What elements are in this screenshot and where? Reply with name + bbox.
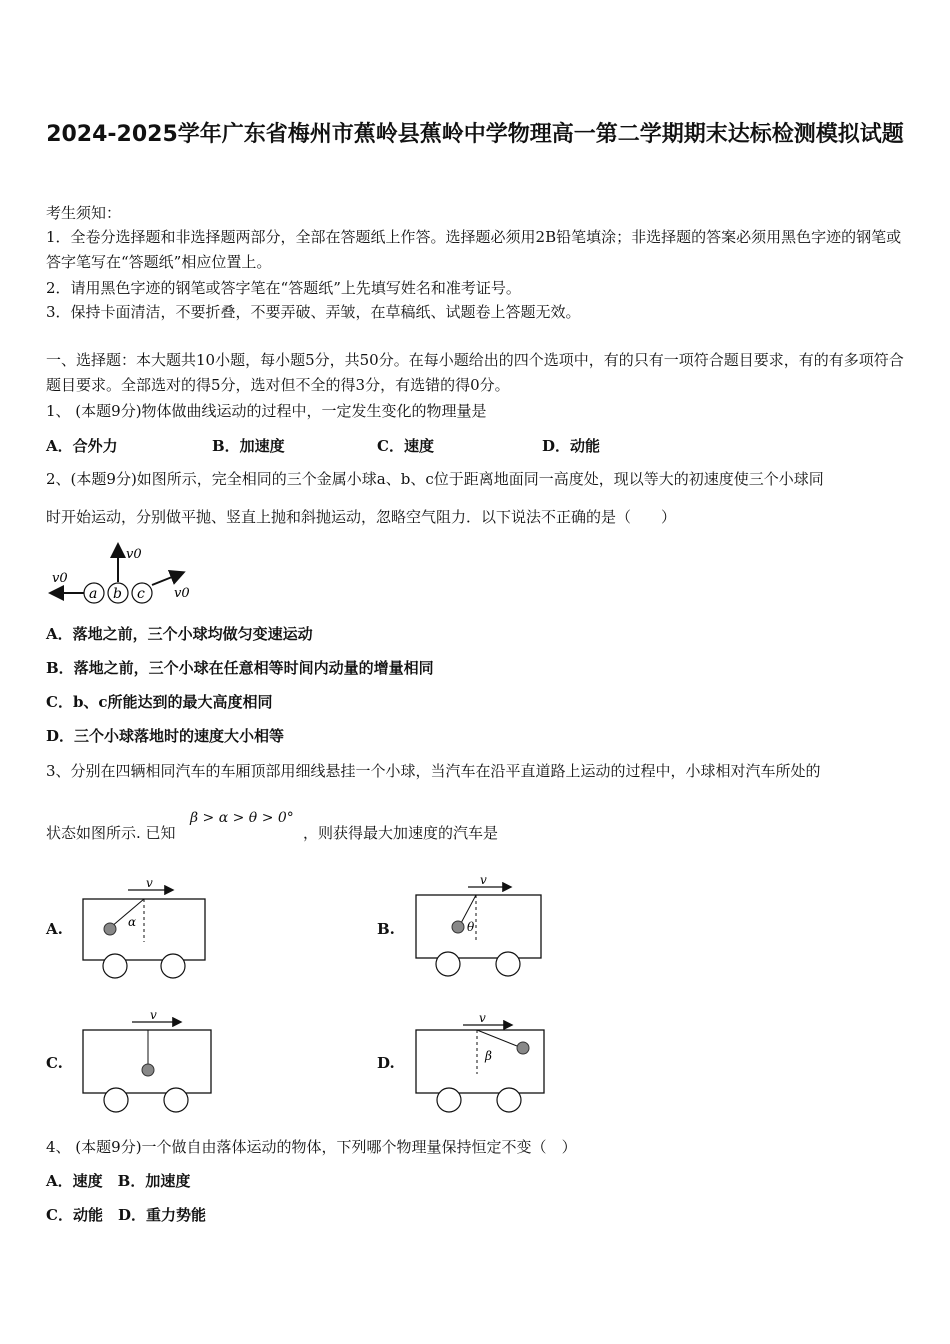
q3-car-a[interactable] [80,876,210,980]
ball-b-label: b [113,586,122,602]
svg-text:v: v [146,876,153,890]
svg-text:v: v [479,1011,486,1025]
q2-option-d[interactable]: D．三个小球落地时的速度大小相等 [46,727,285,745]
svg-text:θ: θ [467,920,475,934]
q3-option-d-label[interactable]: D. [377,1054,395,1072]
svg-text:v: v [150,1008,157,1022]
notice-item-2: 2．请用黑色字迹的钢笔或答字笔在“答题纸”上先填写姓名和准考证号。 [46,279,521,297]
q3-option-a-label[interactable]: A. [46,920,63,938]
q2-option-c[interactable]: C．b、c所能达到的最大高度相同 [46,693,273,711]
q1-stem: 1、 (本题9分)物体做曲线运动的过程中，一定发生变化的物理量是 [46,402,487,420]
q3-formula: β > α > θ > 0° [190,810,294,826]
v0-left-label: v0 [52,571,68,586]
q3-car-d[interactable] [413,1008,547,1116]
q3-option-b-label[interactable]: B. [377,920,395,938]
velocity-oblique-arrow [152,573,182,585]
q1-option-a[interactable]: A．合外力 [46,437,118,455]
q4-options-row-1[interactable]: A．速度 B．加速度 [46,1172,191,1190]
page-title: 2024-2025学年广东省梅州市蕉岭县蕉岭中学物理高一第二学期期末达标检测模拟试题 [46,122,904,147]
notice-item-3: 3．保持卡面清洁，不要折叠，不要弄破、弄皱，在草稿纸、试题卷上答题无效。 [46,303,581,321]
q4-options-row-2[interactable]: C．动能 D．重力势能 [46,1206,206,1224]
q2-balls-figure [46,540,206,610]
q3-car-c[interactable] [80,1008,214,1116]
notice-heading: 考生须知： [46,204,122,222]
q3-car-b[interactable] [413,874,545,980]
v0-oblique-label: v0 [174,586,190,601]
section-1-instructions: 一、选择题：本大题共10小题，每小题5分，共50分。在每小题给出的四个选项中，有的只有一项符合题目要求，有的有多项符合题目要求。全部选对的得5分，选对但不全的得3分，有选错的得0分。 [46,351,904,394]
q3-stem-line-1: 3、分别在四辆相同汽车的车厢顶部用细线悬挂一个小球，当汽车在沿平直道路上运动的过程中，小球相对汽车所处的 [46,762,821,780]
q1-option-d[interactable]: D．动能 [542,437,601,455]
q2-option-a[interactable]: A．落地之前，三个小球均做匀变速运动 [46,625,313,643]
q1-option-c[interactable]: C．速度 [377,437,434,455]
q2-option-b[interactable]: B．落地之前，三个小球在任意相等时间内动量的增量相同 [46,659,434,677]
svg-text:v: v [480,874,487,887]
svg-text:α: α [128,915,137,929]
ball-a-label: a [89,586,98,602]
v0-up-label: v0 [126,547,142,562]
q4-stem: 4、 (本题9分)一个做自由落体运动的物体，下列哪个物理量保持恒定不变（ ） [46,1138,577,1156]
q1-option-b[interactable]: B．加速度 [212,437,285,455]
q2-stem-line-1: 2、(本题9分)如图所示，完全相同的三个金属小球a、b、c位于距离地面同一高度处，现以等大的初速度使三个小球同 [46,470,824,488]
q2-stem-line-2: 时开始运动，分别做平抛、竖直上抛和斜抛运动，忽略空气阻力．以下说法不正确的是（ ） [46,508,677,526]
q3-option-c-label[interactable]: C. [46,1054,63,1072]
notice-item-1: 1．全卷分选择题和非选择题两部分，全部在答题纸上作答。选择题必须用2B铅笔填涂；非选择题的答案必须用黑色字迹的钢笔或答字笔写在“答题纸”相应位置上。 [46,228,902,271]
q3-stem-pre: 状态如图所示. 已知 [46,824,176,842]
ball-c-label: c [137,586,145,602]
svg-text:β: β [485,1049,492,1063]
q3-stem-post: ，则获得最大加速度的汽车是 [303,824,499,842]
